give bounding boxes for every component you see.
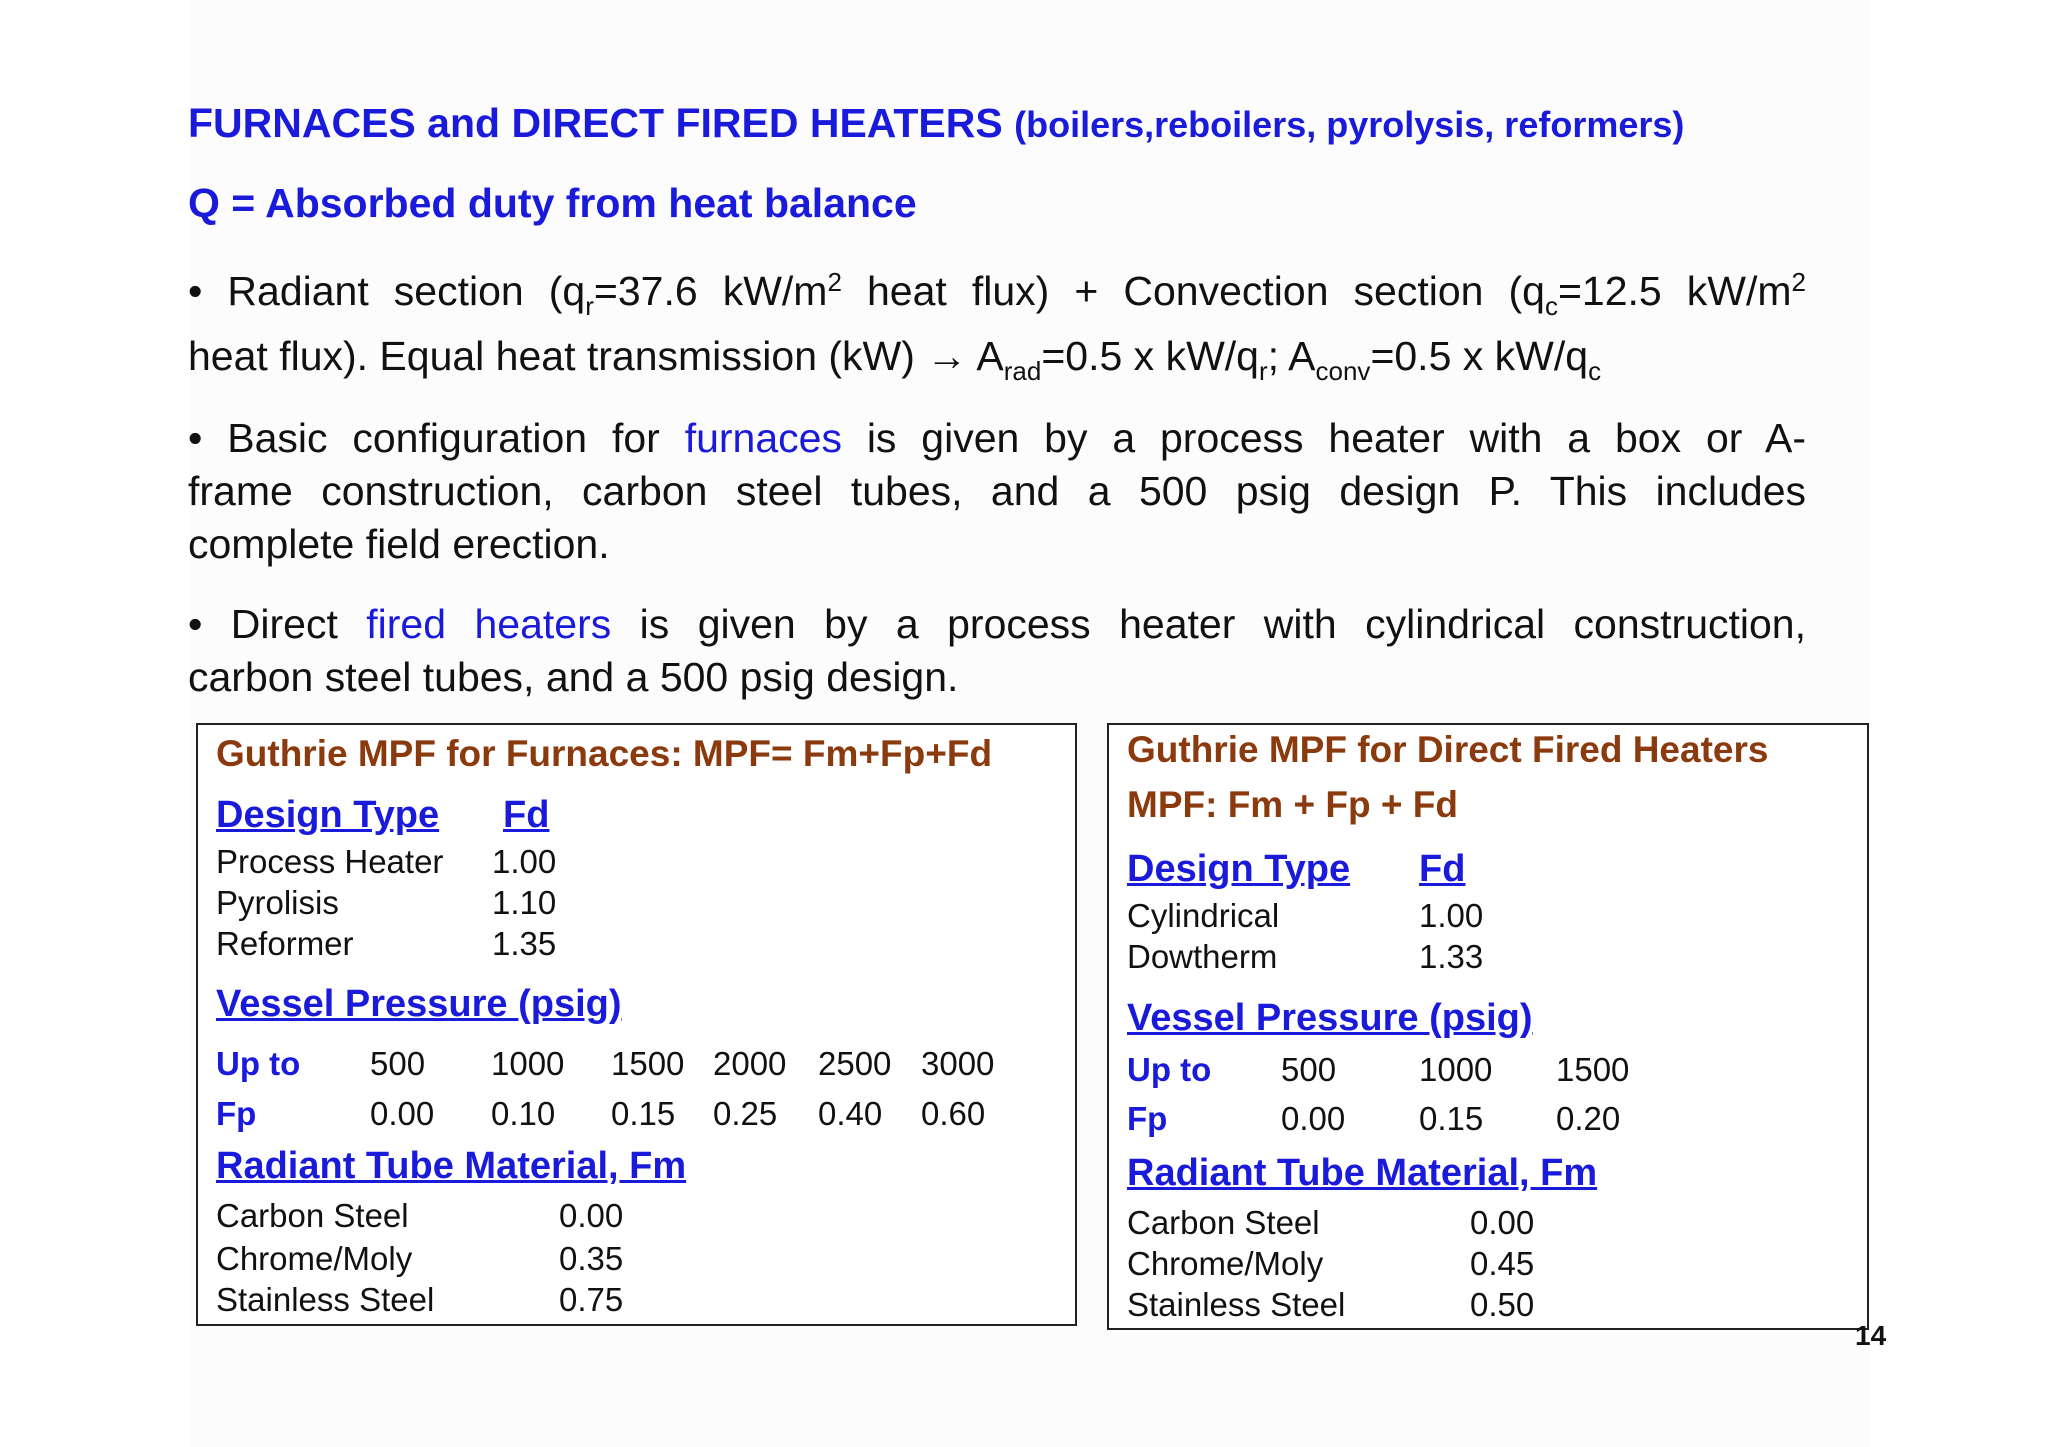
furnaces-material-heading: Radiant Tube Material, Fm xyxy=(216,1145,687,1187)
furnaces-mpf-box xyxy=(196,723,1077,1326)
title-main: FURNACES and DIRECT FIRED HEATERS xyxy=(188,100,1003,146)
furnaces-fd-heading: Fd xyxy=(503,794,550,836)
slide-title xyxy=(188,100,1684,147)
heaters-pressure-value: 1500 xyxy=(1556,1051,1630,1088)
slide-subtitle: Q = Absorbed duty from heat balance xyxy=(188,180,917,226)
heaters-design-name: Cylindrical xyxy=(1127,897,1280,934)
heaters-box-header-1: Guthrie MPF for Direct Fired Heaters xyxy=(1127,729,1769,770)
heaters-material-heading: Radiant Tube Material, Fm xyxy=(1127,1152,1598,1194)
bullet-fired-heaters xyxy=(188,598,1806,704)
heaters-design-name: Dowtherm xyxy=(1127,938,1278,975)
furnaces-fp-value: 0.00 xyxy=(370,1095,435,1132)
heaters-pressure-value: 1000 xyxy=(1419,1051,1493,1088)
fired-heaters-highlight: fired heaters xyxy=(366,601,612,647)
heaters-pressure-value: 500 xyxy=(1281,1051,1337,1088)
heaters-box-header-2: MPF: Fm + Fp + Fd xyxy=(1127,784,1458,825)
furnaces-pressure-value: 1000 xyxy=(491,1045,565,1082)
arrow-icon: → xyxy=(926,333,968,379)
heaters-design-value: 1.00 xyxy=(1419,897,1484,934)
heaters-material-value: 0.00 xyxy=(1470,1204,1535,1241)
furnaces-material-name: Carbon Steel xyxy=(216,1197,409,1234)
furnaces-pressure-heading: Vessel Pressure (psig) xyxy=(216,983,622,1025)
furnaces-upto-label: Up to xyxy=(216,1045,301,1082)
furnaces-fp-value: 0.10 xyxy=(491,1095,556,1132)
furnaces-pressure-value: 3000 xyxy=(921,1045,995,1082)
title-sub: (boilers,reboilers, pyrolysis, reformers) xyxy=(1014,104,1685,145)
furnaces-design-name: Process Heater xyxy=(216,843,444,880)
heaters-upto-label: Up to xyxy=(1127,1051,1212,1088)
furnaces-fp-value: 0.40 xyxy=(818,1095,883,1132)
heaters-design-value: 1.33 xyxy=(1419,938,1484,975)
heaters-fp-value: 0.15 xyxy=(1419,1100,1484,1137)
heaters-material-name: Carbon Steel xyxy=(1127,1204,1320,1241)
heaters-fp-value: 0.20 xyxy=(1556,1100,1621,1137)
furnaces-material-name: Chrome/Moly xyxy=(216,1240,413,1277)
heaters-fd-heading: Fd xyxy=(1419,848,1466,890)
heaters-material-value: 0.50 xyxy=(1470,1286,1535,1323)
furnaces-design-name: Reformer xyxy=(216,925,354,962)
heaters-material-name: Chrome/Moly xyxy=(1127,1245,1324,1282)
heaters-fp-label: Fp xyxy=(1127,1100,1168,1137)
bullet-1-line-2: heat flux). Equal heat transmission $(kW) \to A_{rad}=0.5$ x $kW/q_r$; $A_{conv}=0.5$ x $kW/q_c$ xyxy=(188,333,1602,386)
furnaces-material-value: 0.75 xyxy=(559,1281,624,1318)
furnaces-fp-label: Fp xyxy=(216,1095,257,1132)
furnaces-fp-value: 0.60 xyxy=(921,1095,986,1132)
furnaces-highlight: furnaces xyxy=(684,415,842,461)
furnaces-design-value: 1.00 xyxy=(492,843,557,880)
furnaces-pressure-value: 2000 xyxy=(713,1045,787,1082)
heaters-material-value: 0.45 xyxy=(1470,1245,1535,1282)
heaters-pressure-heading: Vessel Pressure (psig) xyxy=(1127,997,1533,1039)
heaters-design-type-heading: Design Type xyxy=(1127,848,1351,890)
bullet-3-line-2: carbon steel tubes, and a 500 psig design. xyxy=(188,654,959,700)
bullet-2-line-3: complete field erection. xyxy=(188,521,610,567)
furnaces-fp-value: 0.25 xyxy=(713,1095,778,1132)
furnaces-material-name: Stainless Steel xyxy=(216,1281,435,1318)
heaters-fp-value: 0.00 xyxy=(1281,1100,1346,1137)
furnaces-fp-value: 0.15 xyxy=(611,1095,676,1132)
bullet-furnaces xyxy=(188,412,1806,571)
page-number: 14 xyxy=(1855,1320,1887,1351)
heaters-material-name: Stainless Steel xyxy=(1127,1286,1346,1323)
furnaces-design-name: Pyrolisis xyxy=(216,884,339,921)
furnaces-material-value: 0.35 xyxy=(559,1240,624,1277)
furnaces-pressure-value: 500 xyxy=(370,1045,426,1082)
bullet-2-line-1: • Basic configuration for furnaces is given by a process heater with a box or A- xyxy=(188,415,1806,461)
furnaces-box-header: Guthrie MPF for Furnaces: MPF= Fm+Fp+Fd xyxy=(216,733,993,774)
bullet-3-line-1: • Direct fired heaters is given by a process heater with cylindrical construction, xyxy=(188,601,1807,647)
furnaces-pressure-value: 1500 xyxy=(611,1045,685,1082)
heaters-mpf-box xyxy=(1107,723,1869,1330)
bullet-1-line-1: • Radiant section ($q_r=37.6$ $kW/m^2$ heat flux) + Convection section ($q_c=12.5$ $kW/m^2$ xyxy=(188,267,1806,321)
furnaces-material-value: 0.00 xyxy=(559,1197,624,1234)
furnaces-design-value: 1.35 xyxy=(492,925,557,962)
bullet-radiant-convection xyxy=(188,265,1806,386)
furnaces-design-value: 1.10 xyxy=(492,884,557,921)
bullet-2-line-2: frame construction, carbon steel tubes, and a 500 psig design P. This includes xyxy=(188,468,1806,514)
furnaces-design-type-heading: Design Type xyxy=(216,794,440,836)
furnaces-pressure-value: 2500 xyxy=(818,1045,892,1082)
